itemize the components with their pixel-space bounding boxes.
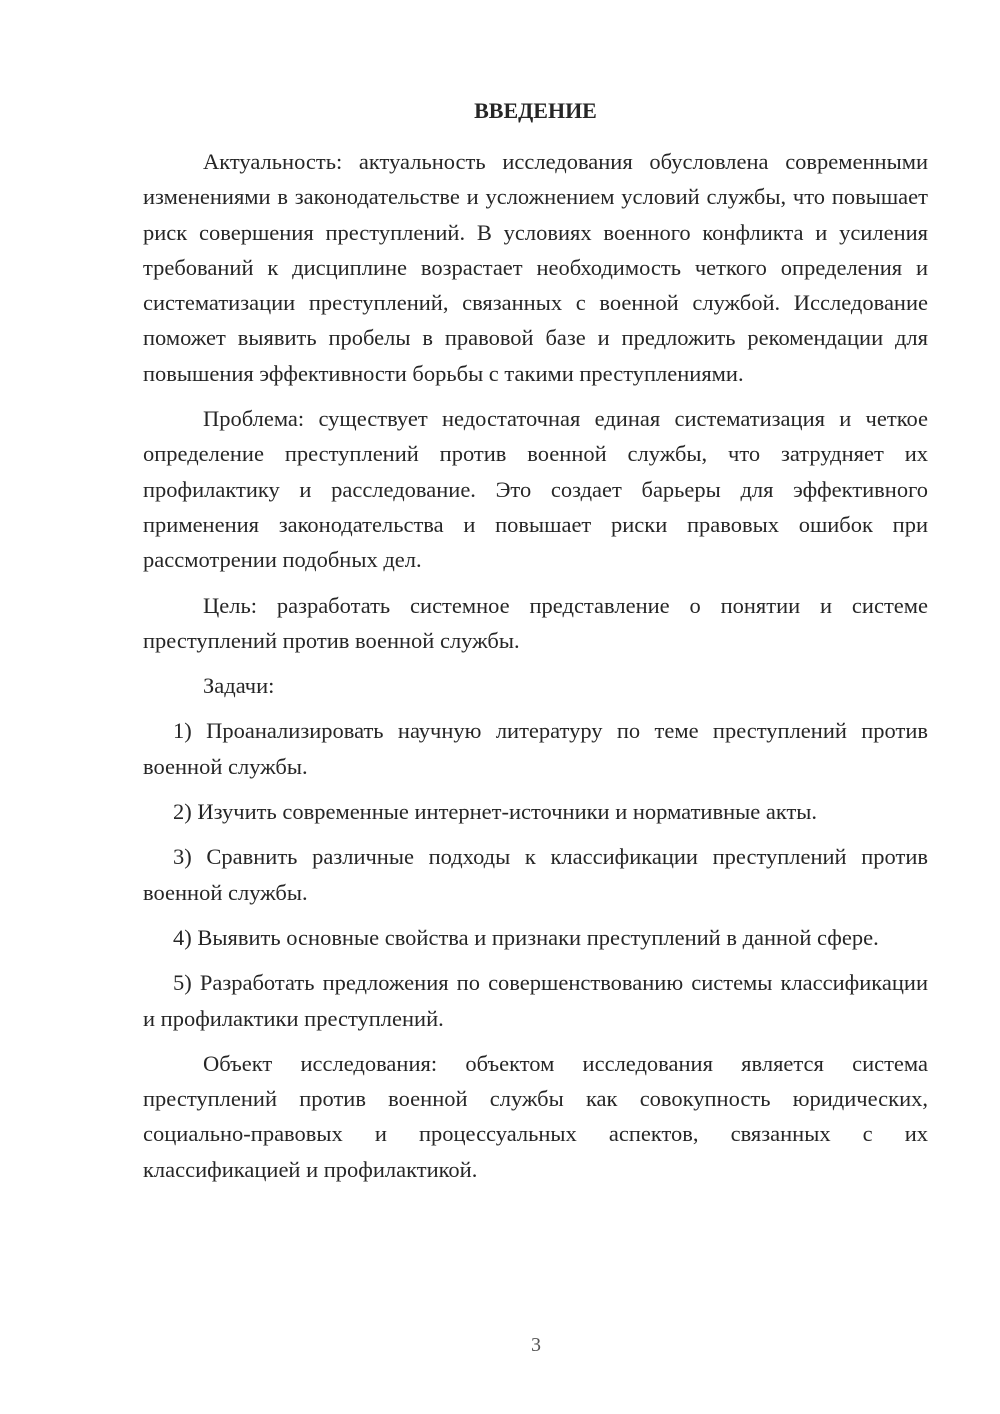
tasks-label: Задачи:: [203, 673, 275, 699]
task-item-4: 4) Выявить основные свойства и признаки преступлений в данной сфере.: [173, 924, 879, 950]
object-paragraph: Объект исследования: объектом исследования является система преступлений против военной службы как совокупность юридических, социально-правовых и процессуальных аспектов, связанных с их классификацией и профилактикой.: [143, 1050, 928, 1182]
task-item-5: 5) Разработать предложения по совершенствованию системы классификации и профилактики преступлений.: [143, 970, 928, 1031]
page-number: 3: [531, 1334, 541, 1356]
page-title: ВВЕДЕНИЕ: [474, 98, 597, 123]
document-body: [143, 144, 928, 1187]
problem-paragraph: Проблема: существует недостаточная единая систематизация и четкое определение преступлений против военной службы, что затрудняет их профилактику и расследование. Это создает барьеры для эффективного применения законодательства и повышает риски правовых ошибок при рассмотрении подобных дел.: [143, 406, 928, 573]
task-item-1: 1) Проанализировать научную литературу по теме преступлений против военной службы.: [143, 718, 928, 779]
task-item-3: 3) Сравнить различные подходы к классификации преступлений против военной службы.: [143, 844, 928, 905]
goal-paragraph: Цель: разработать системное представление о понятии и системе преступлений против военной службы.: [143, 592, 928, 653]
task-item-2: 2) Изучить современные интернет-источники и нормативные акты.: [173, 799, 818, 825]
relevance-paragraph: Актуальность: актуальность исследования обусловлена современными изменениями в законодательстве и усложнением условий службы, что повышает риск совершения преступлений. В условиях военного конфликта и усиления требований к дисциплине возрастает необходимость четкого определения и систематизации преступлений, связанных с военной службой. Исследование поможет выявить пробелы в правовой базе и предложить рекомендации для повышения эффективности борьбы с такими преступлениями.: [143, 149, 928, 386]
